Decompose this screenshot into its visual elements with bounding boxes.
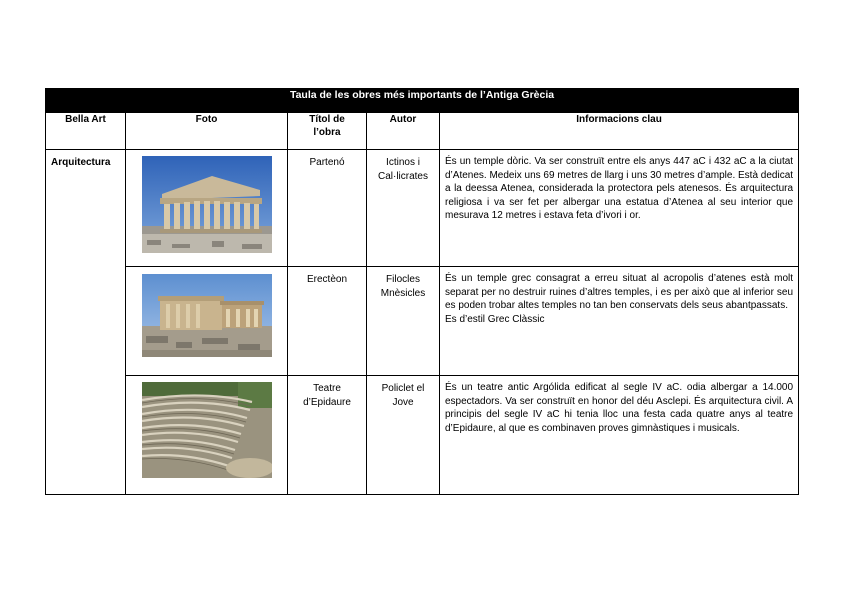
table-row bbox=[46, 376, 799, 495]
table-row bbox=[46, 267, 799, 376]
parthenon-photo bbox=[142, 156, 272, 253]
epidaurus-theatre-photo bbox=[142, 382, 272, 478]
work-title-cell: Partenó bbox=[288, 150, 367, 267]
greek-works-table bbox=[45, 88, 799, 495]
category-cell: Arquitectura bbox=[46, 150, 126, 495]
table-row bbox=[46, 150, 799, 267]
work-title-cell: Erectèon bbox=[288, 267, 367, 376]
author-cell: Filocles Mnèsicles bbox=[367, 267, 440, 376]
info-cell: És un temple dòric. Va ser construït entre els anys 447 aC i 432 aC a la ciutat d’Atenes. Medeix uns 69 metres de llarg i uns 30 metres d’ample. Està dedicat a la deessa Atenea, considerada la protectora pels atenesos. És arquitectura religiosa i va ser fet per albergar una estatua d’Atenea al seu interior que mesurava 12 metres i estava feta d’ivori i or. bbox=[440, 150, 799, 267]
header-titol: Títol de l’obra bbox=[288, 113, 367, 150]
author-cell: Ictinos i Cal·licrates bbox=[367, 150, 440, 267]
photo-cell bbox=[126, 267, 288, 376]
header-informacions: Informacions clau bbox=[440, 113, 799, 150]
header-foto: Foto bbox=[126, 113, 288, 150]
header-bella-art: Bella Art bbox=[46, 113, 126, 150]
photo-cell bbox=[126, 376, 288, 495]
work-title-cell: Teatre d’Epidaure bbox=[288, 376, 367, 495]
author-cell: Policlet el Jove bbox=[367, 376, 440, 495]
info-cell: És un teatre antic Argólida edificat al segle IV aC. odia albergar a 14.000 espectadors. Va ser construït en honor del déu Asclepi. És arquitectura civil. A principis del segle IV aC hi tenia lloc una festa cada quatre anys al teatre d’Epidaure, al que es combinaven proves gimnàstiques i musicals. bbox=[440, 376, 799, 495]
erechtheion-photo bbox=[142, 274, 272, 357]
info-cell: És un temple grec consagrat a erreu situat al acropolis d’atenes està molt separat per no destruir ruines d’altres temples, i es per això que al inferior seu es poden trobar altes temples no tan ben conservats dels seus abantpassats. Es d’estil Grec Clàssic bbox=[440, 267, 799, 376]
photo-cell bbox=[126, 150, 288, 267]
table-title: Taula de les obres més importants de l’Antiga Grècia bbox=[46, 89, 799, 113]
header-autor: Autor bbox=[367, 113, 440, 150]
